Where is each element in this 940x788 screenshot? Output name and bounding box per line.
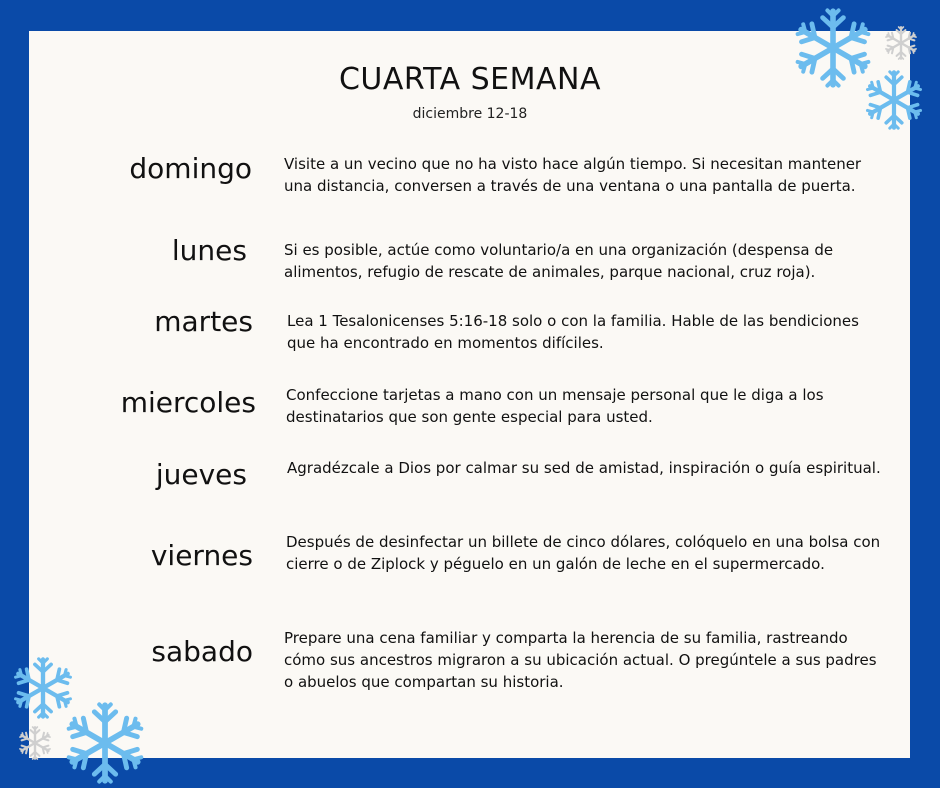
day-text-jueves: Agradézcale a Dios por calmar su sed de amistad, inspiración o guía espiritual.	[287, 459, 881, 477]
day-label-lunes: lunes	[171, 234, 247, 267]
snowflake-icon	[864, 70, 924, 130]
snowflake-icon	[793, 8, 873, 88]
day-label-viernes: viernes	[150, 539, 253, 572]
snowflake-icon	[884, 26, 918, 60]
day-text-domingo: Visite a un vecino que no ha visto hace algún tiempo. Si necesitan mantener una distancia, conversen a través de una ventana o una pantalla de puerta.	[284, 155, 862, 195]
day-label-martes: martes	[154, 305, 253, 338]
day-label-miercoles: miercoles	[120, 386, 256, 419]
day-text-martes: Lea 1 Tesalonicenses 5:16-18 solo o con la familia. Hable de las bendiciones que ha encontrado en momentos difíciles.	[287, 312, 859, 352]
page-subtitle: diciembre 12-18	[412, 106, 528, 122]
page-title: CUARTA SEMANA	[338, 62, 601, 97]
day-text-miercoles: Confeccione tarjetas a mano con un mensaje personal que le diga a los destinatarios que son gente especial para usted.	[286, 386, 824, 426]
day-text-viernes: Después de desinfectar un billete de cinco dólares, colóquelo en una bolsa con cierre o de Ziplock y péguelo en un galón de leche en el supermercado.	[286, 533, 881, 573]
snowflake-icon	[18, 726, 52, 760]
day-label-jueves: jueves	[155, 458, 247, 491]
snowflake-icon	[64, 702, 146, 784]
day-text-sabado: Prepare una cena familiar y comparta la herencia de su familia, rastreando cómo sus ancestros migraron a su ubicación actual. O pregúntele a sus padres o abuelos que compartan su historia.	[284, 629, 877, 691]
day-label-domingo: domingo	[129, 152, 252, 185]
day-text-lunes: Si es posible, actúe como voluntario/a en una organización (despensa de alimentos, refugio de rescate de animales, parque nacional, cruz roja).	[284, 241, 834, 281]
day-label-sabado: sabado	[151, 635, 253, 668]
